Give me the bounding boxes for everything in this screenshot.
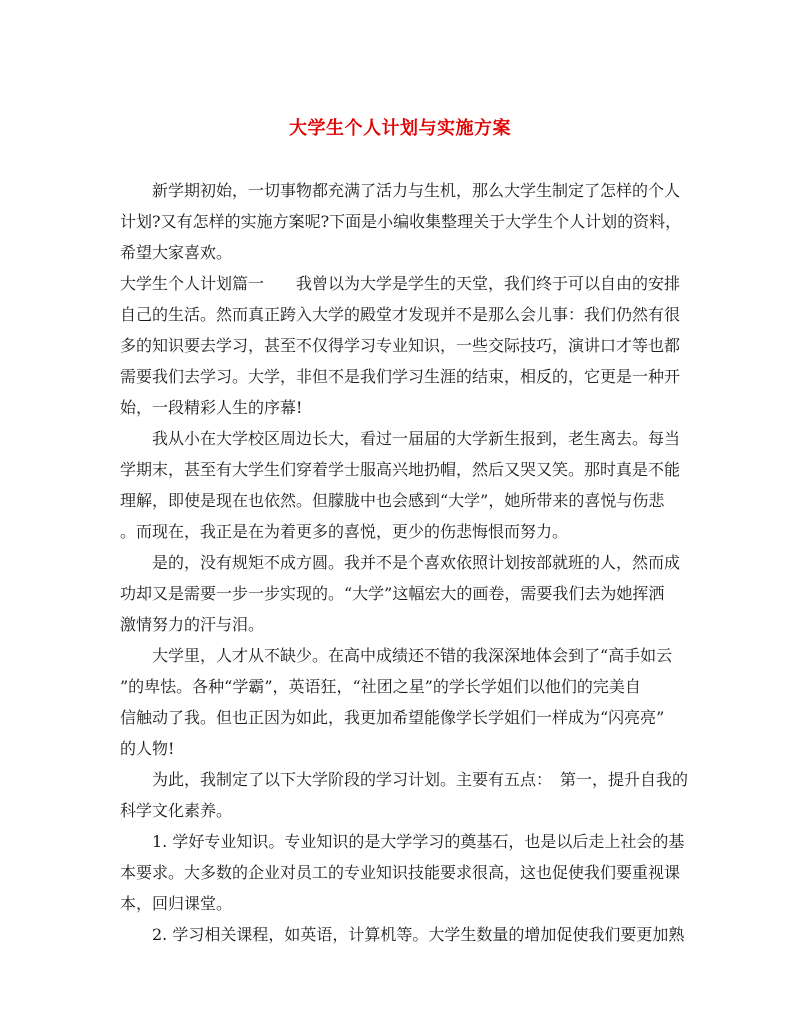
body-line: 学期末，甚至有大学生们穿着学士服高兴地扔帽，然后又哭又笑。那时真是不能 <box>120 460 681 479</box>
body-line: 计划?又有怎样的实施方案呢?下面是小编收集整理关于大学生个人计划的资料， <box>120 212 682 231</box>
body-line: 激情努力的汗与泪。 <box>120 615 265 634</box>
body-line: 本，回归课堂。 <box>120 894 233 913</box>
body-line: 我从小在大学校区周边长大，看过一届届的大学新生报到，老生离去。每当 <box>120 429 681 448</box>
body-line: 希望大家喜欢。 <box>120 243 233 262</box>
body-line: 是的，没有规矩不成方圆。我并不是个喜欢依照计划按部就班的人，然而成 <box>120 553 681 572</box>
body-line: 2. 学习相关课程，如英语，计算机等。大学生数量的增加促使我们要更加熟 <box>120 925 685 944</box>
body-line: 理解，即使是现在也依然。但朦胧中也会感到“大学”，她所带来的喜悦与伤悲 <box>120 491 665 510</box>
body-line: 的人物! <box>120 739 175 758</box>
body-line: 为此，我制定了以下大学阶段的学习计划。主要有五点： 第一，提升自我的 <box>120 770 689 789</box>
body-line: 功却又是需要一步一步实现的。“大学”这幅宏大的画卷，需要我们去为她挥洒 <box>120 584 665 603</box>
document-title: 大学生个人计划与实施方案 <box>289 118 511 139</box>
body-line: 始，一段精彩人生的序幕! <box>120 398 303 417</box>
document-body <box>120 175 689 950</box>
body-line: 信触动了我。但也正因为如此，我更加希望能像学长学姐们一样成为“闪亮亮” <box>120 708 665 727</box>
body-line: 多的知识要去学习，甚至不仅得学习专业知识，一些交际技巧，演讲口才等也都 <box>120 336 681 355</box>
body-line: 1. 学好专业知识。专业知识的是大学学习的奠基石，也是以后走上社会的基 <box>120 832 685 851</box>
body-line: 科学文化素养。 <box>120 801 233 820</box>
body-line: 大学生个人计划篇一 我曾以为大学是学生的天堂，我们终于可以自由的安排 <box>120 274 681 293</box>
body-line: 需要我们去学习。大学，非但不是我们学习生涯的结束，相反的，它更是一种开 <box>120 367 681 386</box>
body-line: 。而现在，我正是在为着更多的喜悦，更少的伤悲悔恨而努力。 <box>120 522 569 541</box>
body-line: 本要求。大多数的企业对员工的专业知识技能要求很高，这也促使我们要重视课 <box>120 863 681 882</box>
body-line: 新学期初始，一切事物都充满了活力与生机，那么大学生制定了怎样的个人 <box>120 181 681 200</box>
body-line: 大学里，人才从不缺少。在高中成绩还不错的我深深地体会到了“高手如云 <box>120 646 673 665</box>
body-line: 自己的生活。然而真正跨入大学的殿堂才发现并不是那么会儿事：我们仍然有很 <box>120 305 681 324</box>
body-line: ”的卑怯。各种“学霸”，英语狂，“社团之星”的学长学姐们以他们的完美自 <box>120 677 641 696</box>
